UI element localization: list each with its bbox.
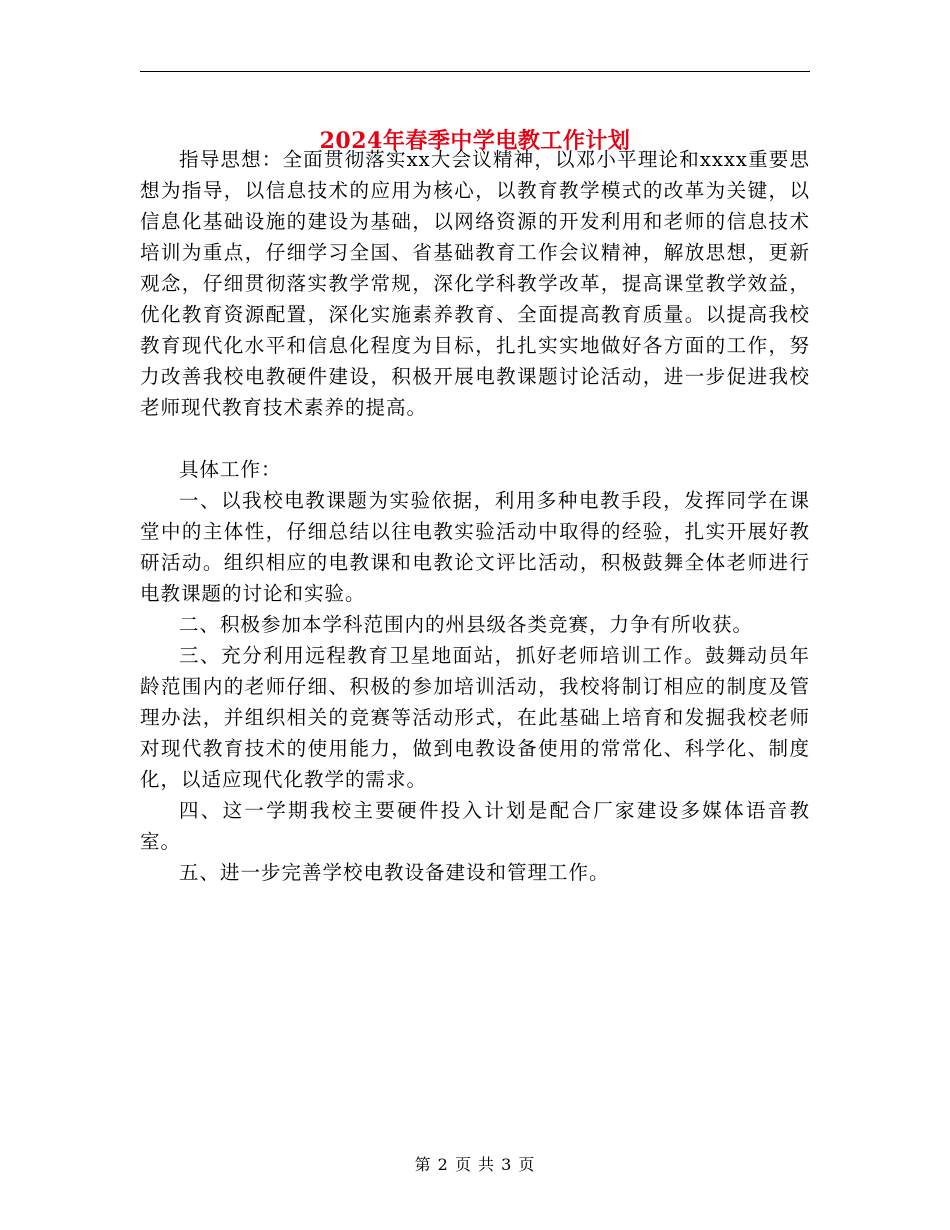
paragraph-item-5: 五、进一步完善学校电教设备建设和管理工作。 <box>179 861 610 884</box>
paragraph-item-4: 四、这一学期我校主要硬件投入计划是配合厂家建设多媒体语音教室。 <box>140 799 810 853</box>
paragraph-item-1: 一、以我校电教课题为实验依据，利用多种电教手段，发挥同学在课堂中的主体性，仔细总结以往电教实验活动中取得的经验，扎实开展好教研活动。组织相应的电教课和电教论文评比活动，积极鼓舞全体老师进行电教课题的讨论和实验。 <box>140 489 810 605</box>
paragraph-guiding-thought: 指导思想：全面贯彻落实xx大会议精神，以邓小平理论和xxxx重要思想为指导，以信息技术的应用为核心，以教育教学模式的改革为关键，以信息化基础设施的建设为基础，以网络资源的开发利用和老师的信息技术培训为重点，仔细学习全国、省基础教育工作会议精神，解放思想，更新观念，仔细贯彻落实教学常规，深化学科教学改革，提高课堂教学效益，优化教育资源配置，深化实施素养教育、全面提高教育质量。以提高我校教育现代化水平和信息化程度为目标，扎扎实实地做好各方面的工作，努力改善我校电教硬件建设，积极开展电教课题讨论活动，进一步促进我校老师现代教育技术素养的提高。 <box>140 148 810 419</box>
paragraph-specific-work-heading: 具体工作： <box>179 458 282 481</box>
document-title: 2024年春季中学电教工作计划 <box>319 127 631 154</box>
header-rule <box>140 71 810 72</box>
document-body <box>140 144 810 888</box>
page-number: 第 2 页 共 3 页 <box>414 1155 536 1174</box>
paragraph-item-2: 二、积极参加本学科范围内的州县级各类竞赛，力争有所收获。 <box>179 613 754 636</box>
paragraph-item-3: 三、充分利用远程教育卫星地面站，抓好老师培训工作。鼓舞动员年龄范围内的老师仔细、积极的参加培训活动，我校将制订相应的制度及管理办法，并组织相关的竞赛等活动形式，在此基础上培育和发掘我校老师对现代教育技术的使用能力，做到电教设备使用的常常化、科学化、制度化，以适应现代化教学的需求。 <box>140 644 810 791</box>
